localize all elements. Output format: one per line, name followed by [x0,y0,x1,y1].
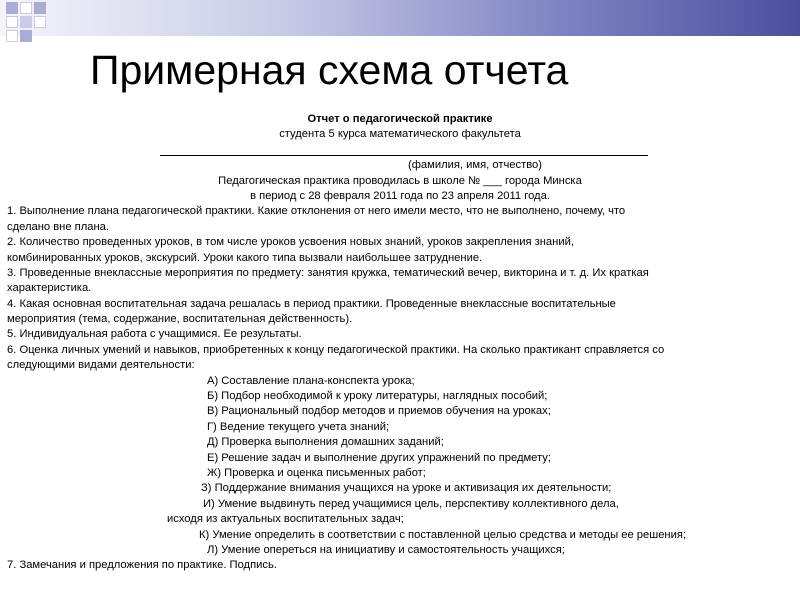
report-line: мероприятия (тема, содержание, воспитательная действенность). [7,313,353,326]
report-line: 5. Индивидуальная работа с учащимися. Ее результаты. [7,328,302,341]
report-line: 3. Проведенные внеклассные мероприятия по предмету: занятия кружка, тематический вечер, викторина и т. д. Их краткая [7,266,649,279]
report-line: 1. Выполнение плана педагогической практики. Какие отклонения от него имели место, что не выполнено, почему, что [7,205,626,218]
report-line: комбинированных уроков, экскурсий. Уроки какого типа вызвали наибольшее затруднение. [7,251,483,264]
student-line: студента 5 курса математического факультета [279,128,521,141]
report-line: 6. Оценка личных умений и навыков, приобретенных к концу педагогической практики. На сколько практикант справляется со [7,343,665,356]
skill-item: А) Составление плана-конспекта урока; [207,374,415,387]
name-signature-line [7,143,793,158]
report-document [7,112,793,574]
decorative-squares [0,0,60,50]
name-hint: (фамилия, имя, отчество) [408,159,542,172]
period-line: в период с 28 февраля 2011 года по 23 апреля 2011 года. [250,189,550,202]
skill-item: Б) Подбор необходимой к уроку литературы, наглядных пособий; [207,390,548,403]
report-line: сделано вне плана. [7,220,109,233]
skill-item: Е) Решение задач и выполнение других упражнений по предмету; [207,451,551,464]
skill-item: Г) Ведение текущего учета знаний; [207,420,390,433]
report-heading: Отчет о педагогической практике [307,113,493,125]
skill-item-continuation: исходя из актуальных воспитательных задач; [167,513,404,526]
report-line: характеристика. [7,282,92,295]
skill-item: И) Умение выдвинуть перед учащимися цель, перспективу коллективного дела, [203,497,619,510]
final-line: 7. Замечания и предложения по практике. Подпись. [7,559,277,572]
report-line: следующими видами деятельности: [7,359,195,372]
skill-item: Ж) Проверка и оценка письменных работ; [207,466,426,479]
skill-item: Л) Умение опереться на инициативу и самостоятельность учащихся; [207,543,565,556]
skill-item: Д) Проверка выполнения домашних заданий; [207,436,444,449]
title-bar-gradient [0,0,800,36]
slide-title: Примерная схема отчета [90,47,569,93]
skill-item: К) Умение определить в соответствии с поставленной целью средства и методы ее решения; [199,528,687,541]
report-line: 4. Какая основная воспитательная задача решалась в период практики. Проведенные внеклассные воспитательные [7,297,616,310]
skill-item: В) Рациональный подбор методов и приемов обучения на уроках; [207,405,551,418]
skill-item: З) Поддержание внимания учащихся на уроке и активизация их деятельности; [201,482,612,495]
school-line: Педагогическая практика проводилась в школе № ___ города Минска [218,174,582,187]
report-line: 2. Количество проведенных уроков, в том числе уроков усвоения новых знаний, уроков закрепления знаний, [7,236,574,249]
